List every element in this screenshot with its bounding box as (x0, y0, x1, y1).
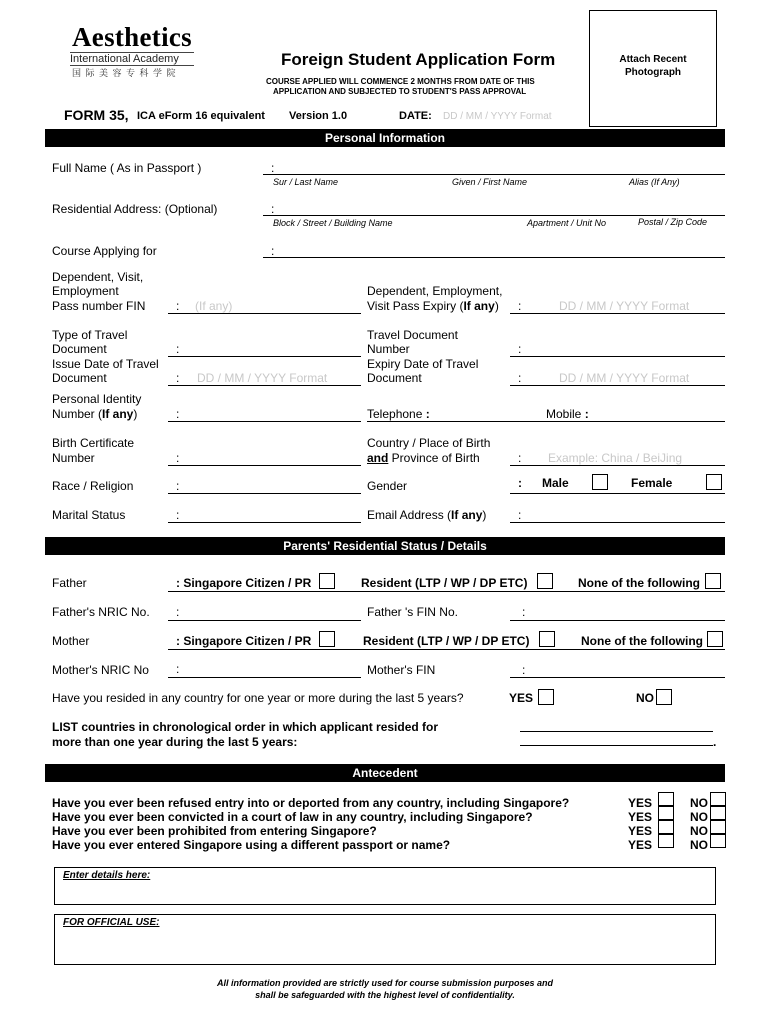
father-none-label: None of the following (578, 576, 700, 590)
birth-place-and: and (367, 451, 389, 465)
expiry-date-label-2: Document (367, 371, 422, 385)
address-label: Residential Address: (Optional) (52, 202, 218, 216)
mobile-label (546, 407, 589, 422)
issue-date-dd: DD / MM / YYYY (197, 371, 286, 385)
logo-name: Aesthetics (72, 22, 192, 52)
colon: : (518, 371, 522, 385)
given-name-hint: Given / First Name (452, 177, 528, 187)
full-name-input[interactable] (263, 174, 725, 175)
colon: : (518, 451, 522, 465)
race-label: Race / Religion (52, 479, 134, 493)
issue-date-format: Format (289, 371, 328, 385)
female-label: Female (631, 476, 673, 490)
email-label (367, 508, 486, 523)
q2-no-checkbox[interactable] (710, 806, 726, 820)
issue-date-field[interactable] (197, 371, 327, 385)
father-label: Father (52, 576, 87, 590)
official-use-box (54, 914, 716, 965)
email-if-any: If any (451, 508, 483, 522)
issue-date-label-2: Document (52, 371, 107, 385)
travel-number-label-2: Number (367, 342, 410, 356)
father-citizen-label: : Singapore Citizen / PR (176, 576, 312, 590)
surname-hint: Sur / Last Name (273, 177, 339, 187)
date-label: DATE: (399, 110, 432, 122)
course-label: Course Applying for (52, 244, 157, 258)
birth-place-province: Province of Birth (388, 451, 480, 465)
gender-label: Gender (367, 479, 408, 493)
block-hint: Block / Street / Building Name (273, 218, 393, 228)
mother-citizen-checkbox[interactable] (319, 631, 335, 647)
father-resident-checkbox[interactable] (537, 573, 553, 589)
course-input[interactable] (263, 257, 725, 258)
commence-note-1: COURSE APPLIED WILL COMMENCE 2 MONTHS FROM DATE OF THIS (266, 77, 535, 86)
father-nric-input[interactable] (168, 620, 361, 621)
telephone-input[interactable] (367, 421, 725, 422)
email-input[interactable] (510, 522, 725, 523)
father-fin-input[interactable] (510, 620, 725, 621)
telephone-label (367, 407, 430, 422)
telephone-text: Telephone (367, 407, 423, 421)
expiry-date-field[interactable] (559, 371, 689, 385)
pin-paren: ) (133, 407, 138, 421)
q4-yes-checkbox[interactable] (658, 834, 674, 848)
colon: : (518, 508, 522, 522)
male-label: Male (542, 476, 569, 490)
birth-place-example: Example: China / BeiJing (548, 451, 683, 465)
pass-hint: (If any) (195, 299, 233, 313)
mobile-text: Mobile (546, 407, 582, 421)
photo-label-1: Attach Recent (619, 54, 687, 65)
father-none-checkbox[interactable] (705, 573, 721, 589)
colon: : (176, 605, 180, 619)
q4-no-checkbox[interactable] (710, 834, 726, 848)
section-parents: Parents' Residential Status / Details (45, 537, 725, 555)
pin-if-any: If any (102, 407, 134, 421)
mother-resident-label: Resident (LTP / WP / DP ETC) (363, 634, 530, 648)
q1-no-checkbox[interactable] (710, 792, 726, 806)
colon: : (271, 161, 275, 175)
pass-expiry-label-2 (367, 299, 499, 314)
birth-cert-input[interactable] (168, 465, 361, 466)
q4-yes-label: YES (628, 838, 653, 852)
pass-label-2: Employment (52, 284, 119, 298)
form-number: FORM 35, (64, 107, 129, 123)
countries-input-2[interactable] (520, 745, 713, 746)
pin-label-2 (52, 407, 137, 422)
footer-line-1: All information provided are strictly used for course submission purposes and (216, 978, 554, 988)
mother-label: Mother (52, 634, 90, 648)
male-checkbox[interactable] (592, 474, 608, 490)
details-label: Enter details here: (63, 870, 151, 881)
date-format: Format (519, 111, 552, 122)
photo-label-2: Photograph (624, 67, 682, 78)
antecedent-question-4: Have you ever entered Singapore using a different passport or name? (52, 838, 451, 852)
version: Version 1.0 (289, 110, 348, 122)
list-countries-1: LIST countries in chronological order in which applicant resided for (52, 720, 439, 734)
antecedent-question-3: Have you ever been prohibited from entering Singapore? (52, 824, 377, 838)
colon: : (522, 605, 526, 619)
father-citizen-checkbox[interactable] (319, 573, 335, 589)
antecedent-question-2: Have you ever been convicted in a court of law in any country, including Singapore? (52, 810, 533, 824)
colon: : (176, 407, 180, 421)
list-countries-2: more than one year during the last 5 years: (52, 735, 298, 749)
expiry-date-label-1: Expiry Date of Travel (367, 357, 479, 371)
colon: : (176, 371, 180, 385)
mother-nric-label: Mother's NRIC No (52, 663, 149, 677)
q3-yes-checkbox[interactable] (658, 820, 674, 834)
issue-date-label-1: Issue Date of Travel (52, 357, 159, 371)
pass-expiry-format: Format (651, 299, 690, 313)
q2-yes-checkbox[interactable] (658, 806, 674, 820)
countries-period: . (713, 735, 717, 749)
email-text: Email Address ( (367, 508, 452, 522)
birth-place-label-1: Country / Place of Birth (367, 436, 491, 450)
q3-no-checkbox[interactable] (710, 820, 726, 834)
father-fin-label: Father 's FIN No. (367, 605, 458, 619)
q1-yes-checkbox[interactable] (658, 792, 674, 806)
travel-type-label-1: Type of Travel (52, 328, 128, 342)
colon: : (176, 451, 180, 465)
mother-fin-input[interactable] (510, 677, 725, 678)
commence-note-2: APPLICATION AND SUBJECTED TO STUDENT'S PASS APPROVAL (273, 87, 527, 96)
mother-fin-label: Mother's FIN (367, 663, 436, 677)
marital-input[interactable] (168, 522, 361, 523)
marital-label: Marital Status (52, 508, 126, 522)
pass-expiry-input[interactable] (510, 313, 725, 314)
mother-citizen-label: : Singapore Citizen / PR (176, 634, 312, 648)
pass-label-3: Pass number FIN (52, 299, 146, 313)
resided-no-label: NO (636, 691, 654, 705)
colon: : (176, 479, 180, 493)
official-use-label: FOR OFFICIAL USE: (63, 917, 160, 928)
q1-yes-label: YES (628, 796, 653, 810)
father-line (168, 591, 725, 592)
pass-expiry-paren: ) (494, 299, 499, 313)
colon: : (176, 342, 180, 356)
mother-resident-checkbox[interactable] (539, 631, 555, 647)
father-resident-label: Resident (LTP / WP / DP ETC) (361, 576, 528, 590)
issue-date-input[interactable] (168, 385, 361, 386)
resided-question: Have you resided in any country for one year or more during the last 5 years? (52, 691, 464, 705)
birth-place-label-2 (367, 451, 480, 466)
form-title: Foreign Student Application Form (281, 50, 556, 69)
q3-no-label: NO (690, 824, 708, 838)
section-antecedent: Antecedent (45, 764, 725, 782)
pass-number-input[interactable] (168, 313, 361, 314)
colon: : (518, 342, 522, 356)
address-input[interactable] (263, 215, 725, 216)
logo-chinese: 国 际 美 容 专 科 学 院 (72, 68, 177, 78)
countries-input-1[interactable] (520, 731, 713, 732)
unit-hint: Apartment / Unit No (527, 218, 607, 228)
birth-cert-label-1: Birth Certificate (52, 436, 135, 450)
pin-input[interactable] (168, 421, 361, 422)
q3-yes-label: YES (628, 824, 653, 838)
full-name-label: Full Name ( As in Passport ) (52, 161, 202, 175)
pass-expiry-field[interactable] (559, 299, 689, 313)
father-nric-label: Father's NRIC No. (52, 605, 150, 619)
footer-line-2: shall be safeguarded with the highest level of confidentiality. (255, 990, 515, 1000)
date-field[interactable] (443, 111, 552, 122)
details-box[interactable] (54, 867, 716, 905)
colon: : (176, 508, 180, 522)
birth-place-input[interactable] (510, 465, 725, 466)
colon: : (271, 244, 275, 258)
mother-nric-input[interactable] (168, 677, 361, 678)
postal-hint: Postal / Zip Code (638, 217, 708, 227)
section-personal: Personal Information (45, 129, 725, 147)
resided-yes-label: YES (509, 691, 534, 705)
pin-label-1: Personal Identity (52, 392, 142, 406)
colon: : (176, 299, 180, 313)
pass-expiry-if-any: If any (463, 299, 495, 313)
alias-hint: Alias (If Any) (629, 177, 680, 187)
colon: : (584, 407, 589, 421)
expiry-date-dd: DD / MM / YYYY (559, 371, 648, 385)
travel-number-input[interactable] (510, 356, 725, 357)
colon: : (271, 202, 275, 216)
colon: : (425, 407, 430, 421)
pass-expiry-label-1: Dependent, Employment, (367, 284, 503, 298)
logo-subtitle: International Academy (70, 53, 179, 65)
photo-box[interactable] (589, 10, 717, 127)
q2-yes-label: YES (628, 810, 653, 824)
mother-line (168, 649, 725, 650)
colon: : (176, 662, 180, 676)
colon: : (518, 299, 522, 313)
pass-label-1: Dependent, Visit, (52, 270, 144, 284)
travel-type-label-2: Document (52, 342, 107, 356)
q2-no-label: NO (690, 810, 708, 824)
travel-type-input[interactable] (168, 356, 361, 357)
expiry-date-format: Format (651, 371, 690, 385)
email-paren: ) (482, 508, 487, 522)
birth-cert-label-2: Number (52, 451, 95, 465)
date-placeholder: DD / MM / YYYY (443, 111, 518, 122)
expiry-date-input[interactable] (510, 385, 725, 386)
colon: : (522, 663, 526, 677)
q4-no-label: NO (690, 838, 708, 852)
mother-none-label: None of the following (581, 634, 703, 648)
pass-expiry-dd: DD / MM / YYYY (559, 299, 648, 313)
resided-yes-checkbox[interactable] (538, 689, 554, 705)
mother-none-checkbox[interactable] (707, 631, 723, 647)
pin-text: Number ( (52, 407, 103, 421)
travel-number-label-1: Travel Document (367, 328, 458, 342)
female-checkbox[interactable] (706, 474, 722, 490)
resided-no-checkbox[interactable] (656, 689, 672, 705)
q1-no-label: NO (690, 796, 708, 810)
gender-line (510, 493, 725, 494)
pass-expiry-text: Visit Pass Expiry ( (367, 299, 464, 313)
colon: : (518, 476, 522, 490)
antecedent-question-1: Have you ever been refused entry into or deported from any country, including Singapore? (52, 796, 570, 810)
race-input[interactable] (168, 493, 361, 494)
form-equivalent: ICA eForm 16 equivalent (137, 110, 265, 122)
